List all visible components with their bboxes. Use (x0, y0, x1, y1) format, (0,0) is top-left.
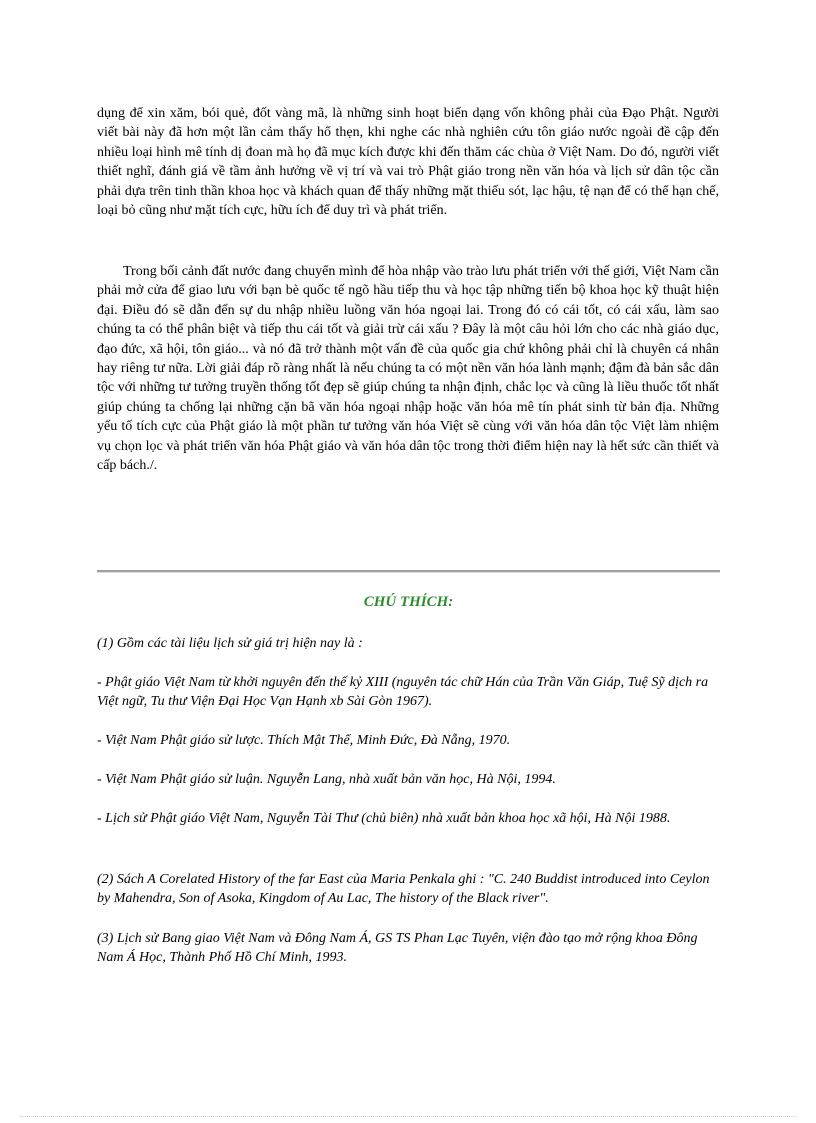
note-item: - Phật giáo Việt Nam từ khởi nguyên đến thế kỷ XIII (nguyên tác chữ Hán của Trần Văn Giáp, Tuệ Sỹ dịch ra Việt ngữ, Tu thư Viện Đại Học Vạn Hạnh xb Sài Gòn 1967). (97, 675, 709, 710)
notes-heading: CHÚ THÍCH: (363, 594, 454, 610)
note-item: - Việt Nam Phật giáo sử luận. Nguyễn Lang, nhà xuất bản văn học, Hà Nội, 1994. (97, 772, 556, 787)
body-paragraph: Trong bối cảnh đất nước đang chuyển mình để hòa nhập vào trào lưu phát triển với thế giới, Việt Nam cần phải mở cửa để giao lưu với bạn bè quốc tế ngõ hầu tiếp thu và học tập những tiến bộ khoa học kỹ thuật hiện đại. Điều đó sẽ dẫn đến sự du nhập nhiều luồng văn hóa ngoại lai. Trong đó có cái tốt, có cái xấu, làm sao chúng ta có thể phân biệt và tiếp thu cái tốt và giải trừ cái xấu ? Đây là một câu hỏi lớn cho các nhà giáo dục, đạo đức, xã hội, tôn giáo... và nó đã trở thành một vấn đề của quốc gia chứ không phải chỉ là chuyên cá nhân hay riêng tư nữa. Lời giải đáp rõ ràng nhất là nếu chúng ta có một nền văn hóa lành mạnh; đậm đà bản sắc dân tộc với những tư tưởng truyền thống tốt đẹp sẽ giúp chúng ta nhận định, chắc lọc và cũng là liều thuốc tốt nhất giúp chúng ta chống lại những cặn bã văn hóa ngoại nhập hoặc văn hóa mê tín phát sinh từ bản địa. Những yếu tố tích cực của Phật giáo là một phần tư tưởng văn hóa Việt sẽ cùng với văn hóa dân tộc Việt làm nhiệm vụ chọn lọc và phát triển văn hóa Phật giáo và văn hóa dân tộc trong thời điểm hiện nay là hết sức cần thiết và cấp bách./. (97, 264, 719, 474)
note-item: (3) Lịch sử Bang giao Việt Nam và Đông Nam Á, GS TS Phan Lạc Tuyên, viện đào tạo mở rộng khoa Đông Nam Á Học, Thành Phố Hồ Chí Minh, 1993. (97, 931, 698, 966)
note-item: - Việt Nam Phật giáo sử lược. Thích Mật Thể, Minh Đức, Đà Nẵng, 1970. (97, 733, 511, 748)
body-paragraph: dụng để xin xăm, bói quẻ, đốt vàng mã, là những sinh hoạt biến dạng vốn không phải của Đạo Phật. Người viết bài này đã hơn một lần cảm thấy hổ thẹn, khi nghe các nhà nghiên cứu tôn giáo nước ngoài đề cập đến nhiều loại hình mê tính dị đoan mà họ đã mục kích được khi đến thăm các chùa ở Việt Nam. Do đó, người viết thiết nghĩ, đánh giá về tầm ảnh hưởng về vị trí và vai trò Phật giáo trong nền văn hóa và lịch sử dân tộc cần phải dựa trên tinh thần khoa học và khách quan để thấy những mặt thiếu sót, lạc hậu, tệ nạn để có thể hạn chế, loại bỏ cũng như mặt tích cực, hữu ích để duy trì và phát triển. (97, 106, 719, 219)
note-item: (2) Sách A Corelated History of the far East của Maria Penkala ghi : "C. 240 Buddist introduced into Ceylon by Mahendra, Son of Asoka, Kingdom of Au Lac, The history of the Black river". (97, 872, 710, 907)
note-item: - Lịch sử Phật giáo Việt Nam, Nguyễn Tài Thư (chủ biên) nhà xuất bản khoa học xã hội, Hà Nội 1988. (97, 811, 671, 826)
note-item: (1) Gồm các tài liệu lịch sử giá trị hiện nay là : (97, 636, 363, 651)
horizontal-divider (97, 570, 720, 573)
page-bottom-border (20, 1116, 796, 1117)
